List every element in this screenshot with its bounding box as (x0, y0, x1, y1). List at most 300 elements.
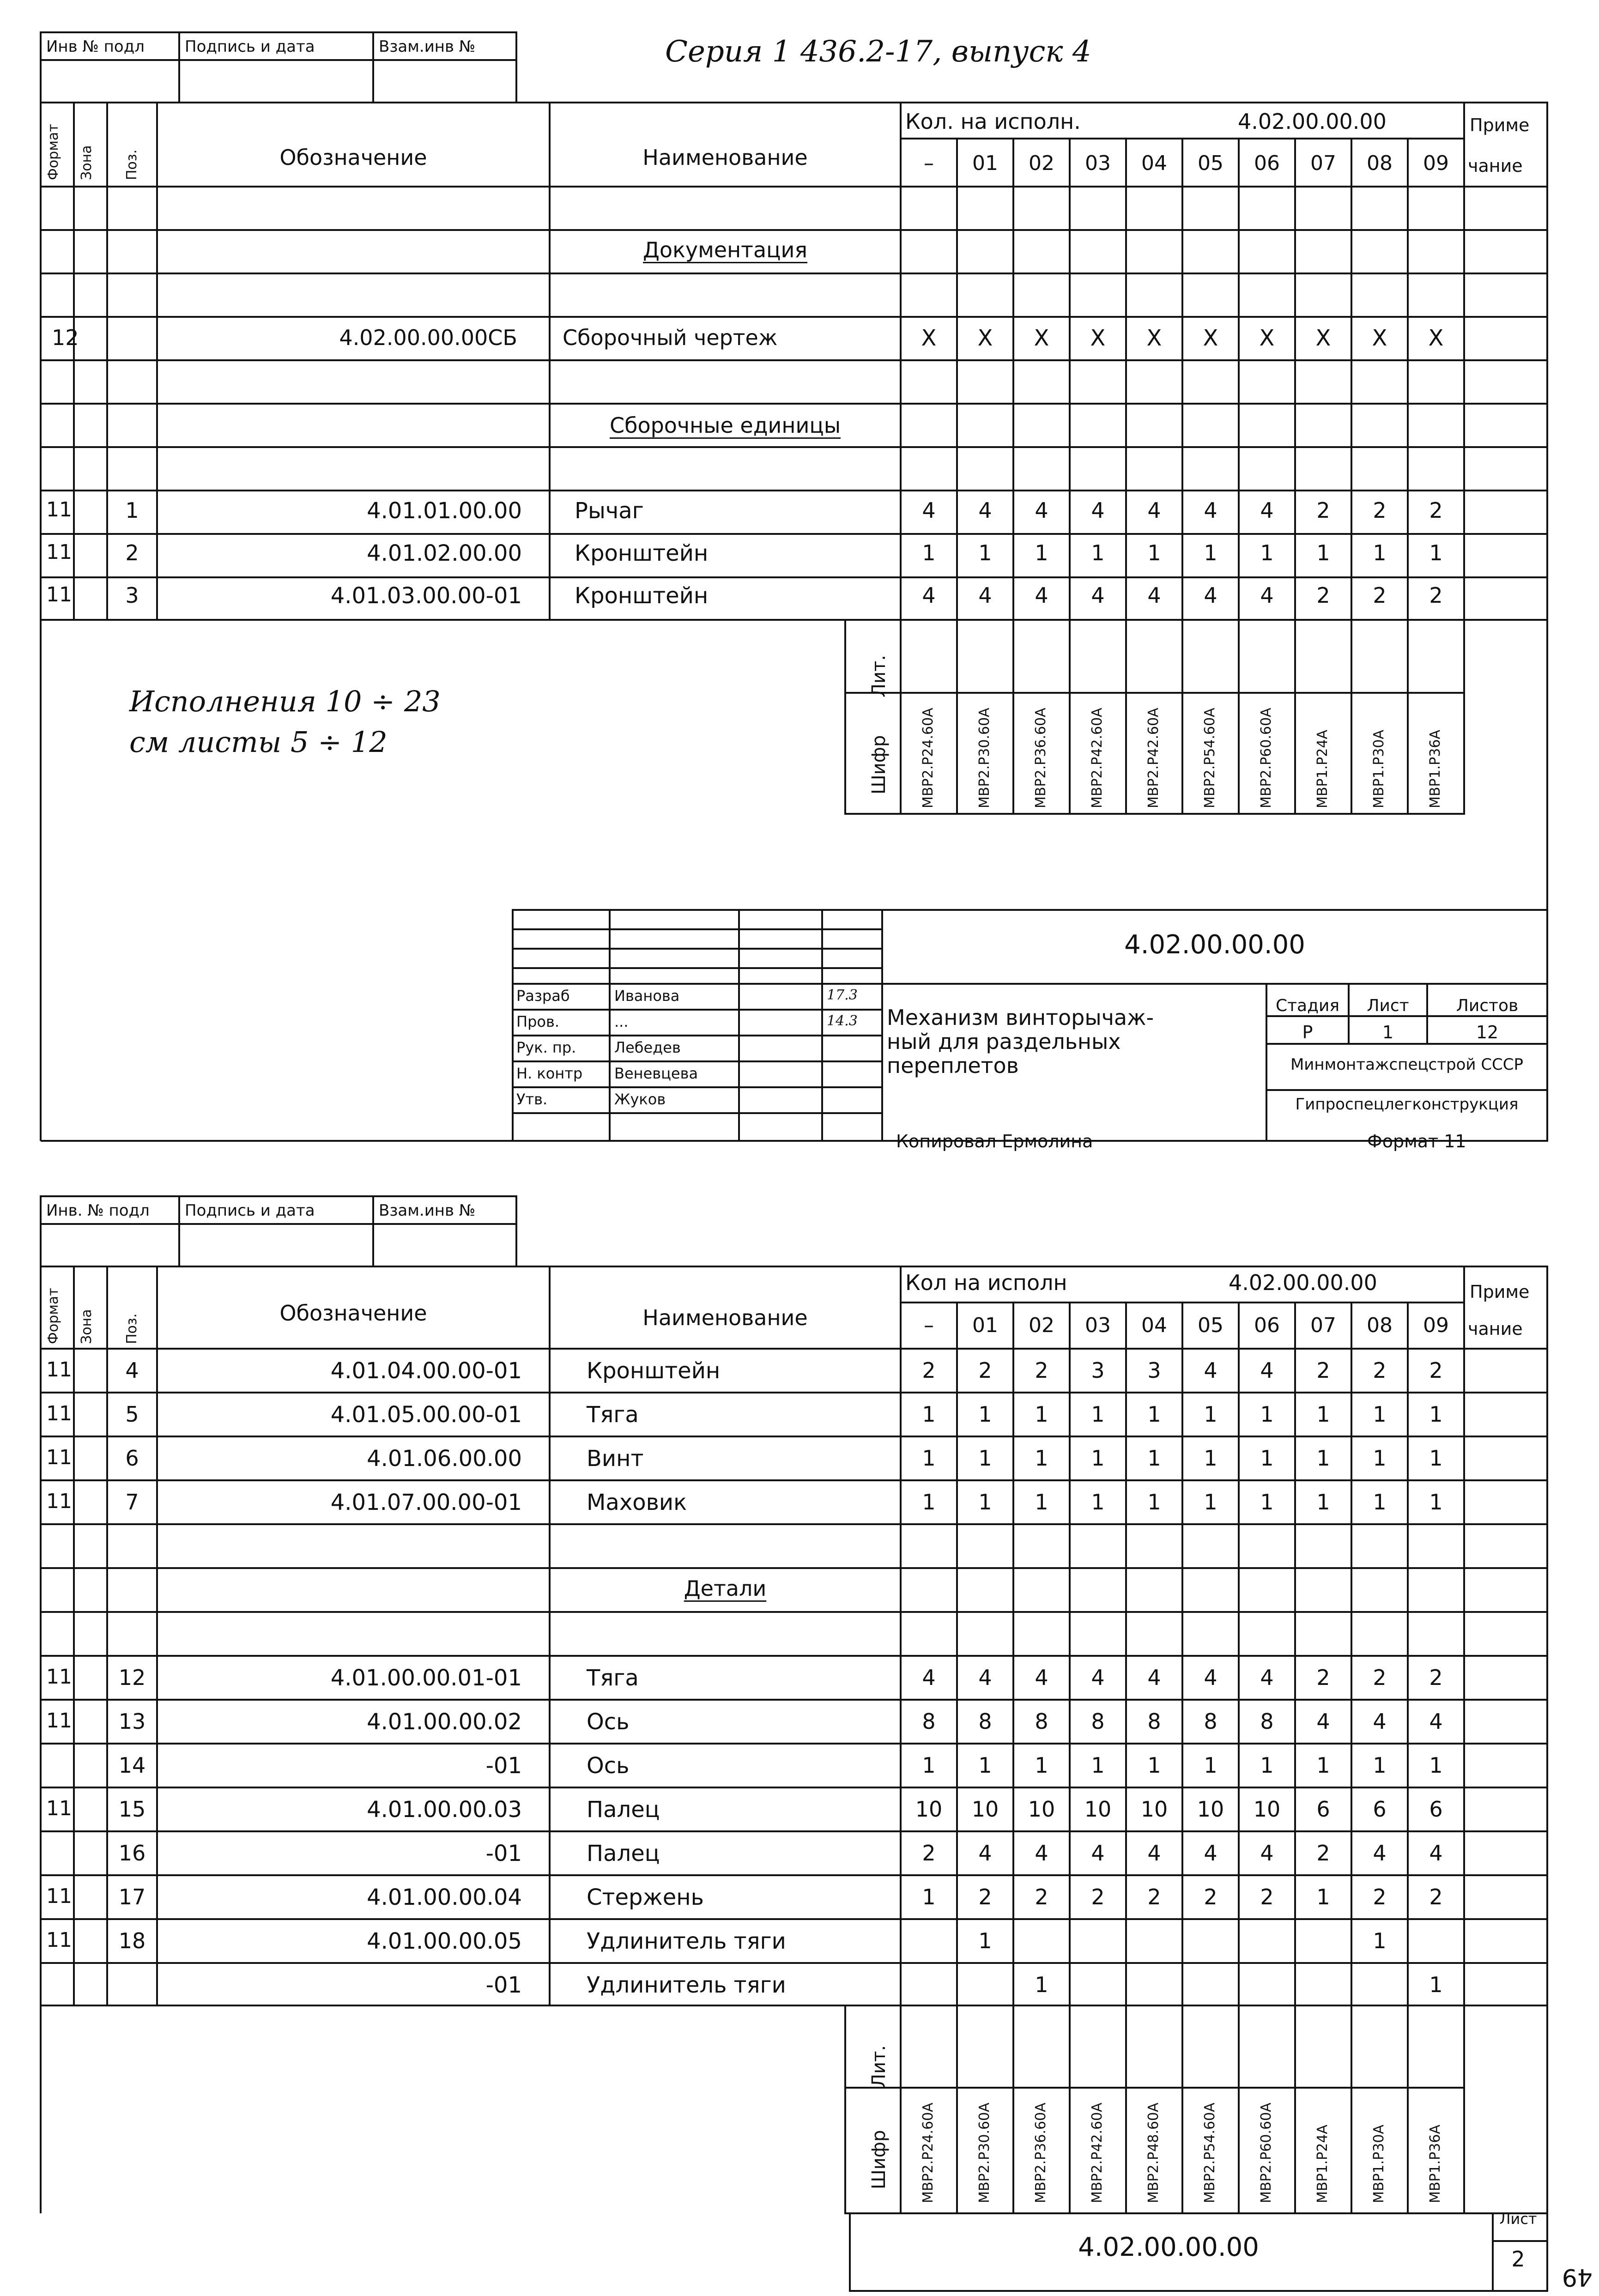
doc-designation: 4.02.00.00.00СБ (339, 325, 517, 350)
qty-cell: 1 (1316, 1490, 1330, 1515)
qty-cell: 4 (1147, 498, 1161, 523)
qty-cell: 4 (1260, 583, 1274, 608)
row-designation: 4.01.06.00.00 (367, 1446, 522, 1472)
qty-cell: 8 (1091, 1709, 1105, 1734)
qty-cell: 2 (1373, 1358, 1387, 1383)
variant-header: – (924, 151, 934, 175)
row-designation: 4.01.03.00.00-01 (330, 583, 522, 609)
qty-cell: 1 (978, 1402, 992, 1427)
cipher-value: МВР1.Р24А (1314, 730, 1331, 808)
format-label: Формат 11 (1367, 1131, 1466, 1151)
row-designation: 4.01.01.00.00 (367, 498, 522, 524)
row-pos: 13 (118, 1709, 146, 1734)
variant-header: 01 (972, 151, 998, 175)
row-format: 11 (46, 1928, 72, 1952)
row-designation: 4.01.00.00.01-01 (330, 1665, 522, 1691)
variant-header: 01 (972, 1314, 998, 1337)
qty-cell: 4 (1260, 498, 1274, 523)
qty-cell: 4 (978, 1841, 992, 1866)
qty-cell: 1 (1373, 1928, 1387, 1953)
qty-cell: 1 (1260, 1446, 1274, 1471)
cipher-value: МВР1.Р36А (1427, 730, 1443, 808)
qty-cell: 1 (1147, 1490, 1161, 1515)
qty-cell: 4 (1147, 583, 1161, 608)
qty-cell: 10 (971, 1797, 999, 1822)
qty-cell: 1 (1091, 1446, 1105, 1471)
qty-cell: 4 (1204, 1358, 1217, 1383)
qty-cell: 1 (978, 1446, 992, 1471)
qty-cell: 1 (1429, 1753, 1443, 1778)
row-name: Ось (587, 1709, 630, 1735)
qty-cell: 1 (978, 1753, 992, 1778)
qty-cell: 1 (1316, 1402, 1330, 1427)
lit2-label: Лит. (868, 2045, 890, 2088)
title-name-1: Механизм винторычаж- (887, 1005, 1154, 1030)
stage-label: Стадия (1275, 996, 1340, 1015)
stamp-podpis-data: Подпись и дата (185, 37, 315, 56)
lit-label: Лит. (868, 654, 890, 697)
col2-designation-header: Обозначение (279, 1301, 427, 1326)
qty2-code: 4.02.00.00.00 (1229, 1270, 1377, 1295)
qty-cell: 1 (1373, 1446, 1387, 1471)
qty-cell: 8 (1147, 1709, 1161, 1734)
qty-cell: 1 (1373, 1402, 1387, 1427)
qty-cell: 1 (922, 1753, 936, 1778)
qty-cell: 1 (1429, 540, 1443, 565)
row-name: Стержень (587, 1884, 704, 1910)
doc-name: Сборочный чертеж (563, 325, 778, 350)
row-designation: 4.01.07.00.00-01 (330, 1490, 522, 1515)
qty-cell: 8 (1260, 1709, 1274, 1734)
qty-cell: 8 (1204, 1709, 1217, 1734)
qty-cell: 1 (1204, 1446, 1217, 1471)
row-pos: 4 (125, 1358, 139, 1383)
title-code: 4.02.00.00.00 (1124, 930, 1305, 960)
row-pos: 7 (125, 1490, 139, 1515)
title2-code: 4.02.00.00.00 (1078, 2232, 1259, 2262)
section-parts: Детали (684, 1576, 767, 1601)
note2-header-2: чание (1468, 1319, 1523, 1339)
variant-header: 04 (1141, 151, 1167, 175)
qty-cell: 4 (1429, 1709, 1443, 1734)
col-format-header: Формат (45, 124, 61, 180)
org-2: Гипроспецлегконструкция (1295, 1095, 1519, 1114)
qty-cell: 4 (922, 583, 936, 608)
variant-header: 09 (1423, 151, 1449, 175)
row-name: Палец (587, 1841, 660, 1866)
qty-cell: 4 (1091, 583, 1105, 608)
qty-cell: 1 (1260, 1753, 1274, 1778)
cipher2-label: Шифр (868, 2130, 890, 2189)
qty-cell: 1 (922, 540, 936, 565)
qty-cell: 4 (922, 498, 936, 523)
qty-cell: 1 (1147, 540, 1161, 565)
signature-date: 17.3 (827, 987, 858, 1003)
qty-cell: 8 (978, 1709, 992, 1734)
signature-role: Пров. (516, 1013, 559, 1030)
cipher-value: МВР1.Р30А (1371, 2125, 1387, 2203)
row-pos: 2 (125, 540, 139, 565)
row-format: 11 (46, 1402, 72, 1425)
series-label: Серия 1 436.2-17, выпуск 4 (665, 35, 1091, 69)
qty-cell: 2 (1035, 1884, 1048, 1909)
stamp2-inv-podl: Инв. № подл (46, 1201, 150, 1220)
qty-cell: 4 (1260, 1841, 1274, 1866)
row-name: Маховик (587, 1490, 687, 1515)
row-name: Удлинитель тяги (587, 1972, 786, 1998)
title-name-3: переплетов (887, 1053, 1019, 1078)
qty-cell: 1 (1204, 540, 1217, 565)
col2-zone-header: Зона (79, 1309, 95, 1344)
qty-cell: 2 (978, 1358, 992, 1383)
qty2-header: Кол на исполн (905, 1270, 1067, 1295)
variant-header: 08 (1367, 1314, 1393, 1337)
qty-cell: 2 (978, 1884, 992, 1909)
qty-cell: X (1372, 325, 1387, 351)
row-pos: 12 (118, 1665, 146, 1690)
qty-cell: 1 (1260, 1402, 1274, 1427)
qty-cell: 4 (1147, 1841, 1161, 1866)
qty-cell: 1 (1373, 540, 1387, 565)
row-designation: -01 (485, 1841, 522, 1866)
row-pos: 6 (125, 1446, 139, 1471)
qty-cell: 1 (1316, 1446, 1330, 1471)
qty-cell: 4 (1204, 1665, 1217, 1690)
row-format: 11 (46, 1797, 72, 1820)
signature-role: Рук. пр. (516, 1039, 576, 1056)
qty-cell: 4 (978, 583, 992, 608)
qty-cell: X (1146, 325, 1162, 351)
variant-header: 07 (1310, 151, 1336, 175)
qty-cell: 2 (1316, 498, 1330, 523)
note-header-1: Приме (1470, 115, 1530, 135)
qty-cell: 3 (1147, 1358, 1161, 1383)
qty-cell: 1 (1091, 1753, 1105, 1778)
col-pos-header: Поз. (124, 149, 140, 180)
qty-cell: X (977, 325, 993, 351)
row-name: Винт (587, 1446, 644, 1472)
qty-cell: 2 (922, 1358, 936, 1383)
qty-cell: X (921, 325, 937, 351)
qty-cell: 4 (1147, 1665, 1161, 1690)
qty-cell: 1 (1147, 1753, 1161, 1778)
qty-cell: X (1259, 325, 1275, 351)
qty-cell: 4 (1260, 1358, 1274, 1383)
row-designation: 4.01.04.00.00-01 (330, 1358, 522, 1384)
org-1: Минмонтажспецстрой СССР (1290, 1055, 1524, 1074)
doc-format: 12 (52, 325, 79, 350)
qty-cell: 1 (922, 1490, 936, 1515)
qty-cell: 10 (1028, 1797, 1055, 1822)
row-format: 11 (46, 1709, 72, 1733)
qty-cell: 4 (1260, 1665, 1274, 1690)
col2-name-header: Наименование (642, 1305, 808, 1330)
row-designation: 4.01.05.00.00-01 (330, 1402, 522, 1428)
qty-cell: 1 (1091, 1490, 1105, 1515)
qty-cell: 4 (1429, 1841, 1443, 1866)
qty-cell: 1 (1204, 1402, 1217, 1427)
note2-header-1: Приме (1470, 1282, 1530, 1302)
variant-header: 04 (1141, 1314, 1167, 1337)
qty-cell: X (1203, 325, 1218, 351)
row-pos: 17 (118, 1884, 146, 1909)
row-name: Тяга (587, 1402, 639, 1428)
col-zone-header: Зона (79, 145, 95, 180)
signature-name: ... (614, 1013, 629, 1030)
qty-cell: 1 (978, 1928, 992, 1953)
row-format: 11 (46, 1490, 72, 1513)
qty-cell: 1 (1035, 1490, 1048, 1515)
qty-cell: 1 (1429, 1402, 1443, 1427)
qty-cell: X (1034, 325, 1049, 351)
row-name: Кронштейн (575, 583, 709, 609)
cipher-value: МВР1.Р36А (1427, 2125, 1443, 2203)
qty-cell: 4 (1316, 1709, 1330, 1734)
title-name-2: ный для раздельных (887, 1029, 1121, 1054)
page-number: 49 (1562, 2263, 1593, 2291)
qty-cell: 2 (1429, 583, 1443, 608)
qty-cell: 1 (1035, 1753, 1048, 1778)
qty-cell: 1 (1147, 1402, 1161, 1427)
qty-cell: X (1428, 325, 1444, 351)
qty-cell: 4 (1091, 1841, 1105, 1866)
qty-cell: 10 (1084, 1797, 1112, 1822)
cipher-value: МВР2.Р42.60А (1145, 708, 1162, 808)
qty-cell: 2 (1373, 583, 1387, 608)
qty-cell: 4 (1035, 1665, 1048, 1690)
row-pos: 16 (118, 1841, 146, 1866)
qty-cell: 2 (1091, 1884, 1105, 1909)
qty-cell: 10 (1253, 1797, 1281, 1822)
qty-cell: 2 (1147, 1884, 1161, 1909)
row-designation: -01 (485, 1972, 522, 1998)
qty-cell: 1 (1260, 540, 1274, 565)
qty-cell: 1 (922, 1884, 936, 1909)
row-format: 11 (46, 1665, 72, 1689)
row-format: 11 (46, 498, 72, 521)
cipher-value: МВР2.Р42.60А (1089, 2102, 1105, 2203)
qty-cell: 1 (1429, 1972, 1443, 1997)
row-name: Палец (587, 1797, 660, 1823)
cipher-value: МВР2.Р60.60А (1258, 2102, 1274, 2203)
variant-header: 08 (1367, 151, 1393, 175)
qty-cell: 1 (978, 1490, 992, 1515)
sheet2-value: 2 (1511, 2247, 1525, 2272)
row-name: Тяга (587, 1665, 639, 1691)
qty-cell: 2 (1373, 1884, 1387, 1909)
signature-name: Жуков (614, 1090, 666, 1108)
qty-cell: 1 (1373, 1490, 1387, 1515)
note-header-2: чание (1468, 156, 1523, 176)
variant-header: 07 (1310, 1314, 1336, 1337)
qty-cell: 6 (1316, 1797, 1330, 1822)
signature-role: Утв. (516, 1090, 548, 1108)
qty-cell: 2 (1035, 1358, 1048, 1383)
signature-role: Н. контр (516, 1065, 583, 1082)
col2-pos-header: Поз. (124, 1313, 140, 1344)
row-pos: 1 (125, 498, 139, 523)
row-format: 11 (46, 583, 72, 606)
qty-cell: 3 (1091, 1358, 1105, 1383)
qty-cell: 2 (1316, 1665, 1330, 1690)
qty-cell: 1 (1316, 540, 1330, 565)
variant-header: 03 (1085, 151, 1111, 175)
col-designation-header: Обозначение (279, 145, 427, 170)
row-pos: 14 (118, 1753, 146, 1778)
qty-cell: 1 (1035, 1402, 1048, 1427)
qty-cell: 1 (1429, 1490, 1443, 1515)
stamp-vzam: Взам.инв № (379, 37, 476, 56)
qty-code: 4.02.00.00.00 (1238, 109, 1387, 134)
qty-cell: 4 (1204, 1841, 1217, 1866)
section-assembly-units: Сборочные единицы (609, 413, 841, 438)
row-name: Ось (587, 1753, 630, 1779)
qty-cell: 1 (1316, 1884, 1330, 1909)
qty-cell: 6 (1429, 1797, 1443, 1822)
row-format: 11 (46, 1884, 72, 1908)
signature-name: Лебедев (614, 1039, 681, 1056)
qty-cell: 4 (1035, 498, 1048, 523)
qty-cell: 1 (922, 1446, 936, 1471)
qty-cell: 1 (1204, 1490, 1217, 1515)
stage-value: Р (1302, 1022, 1313, 1042)
qty-cell: 1 (1429, 1446, 1443, 1471)
row-name: Рычаг (575, 498, 644, 524)
qty-cell: 1 (1035, 1446, 1048, 1471)
qty-cell: 4 (1373, 1841, 1387, 1866)
cipher-value: МВР2.Р30.60А (976, 708, 993, 808)
qty-cell: 1 (1316, 1753, 1330, 1778)
stamp2-vzam: Взам.инв № (379, 1201, 476, 1220)
qty-cell: 6 (1373, 1797, 1387, 1822)
qty-cell: 2 (1260, 1884, 1274, 1909)
sheets-label: Листов (1456, 996, 1519, 1015)
qty-cell: 2 (1429, 1665, 1443, 1690)
cipher-value: МВР2.Р54.60А (1202, 708, 1218, 808)
row-format: 11 (46, 540, 72, 564)
cipher-value: МВР2.Р42.60А (1089, 708, 1105, 808)
qty-cell: 4 (978, 498, 992, 523)
qty-cell: 10 (1140, 1797, 1168, 1822)
qty-cell: 1 (1260, 1490, 1274, 1515)
qty-cell: 2 (1429, 1884, 1443, 1909)
row-designation: 4.01.00.00.04 (367, 1884, 522, 1910)
stamp-inv-podl: Инв № подл (46, 37, 145, 56)
signature-role: Разраб (516, 987, 570, 1005)
qty-cell: X (1090, 325, 1106, 351)
sheet-value: 1 (1382, 1022, 1394, 1042)
row-pos: 18 (118, 1928, 146, 1953)
variant-header: – (924, 1314, 934, 1337)
qty-cell: 2 (1429, 1358, 1443, 1383)
qty-cell: 4 (922, 1665, 936, 1690)
row-designation: -01 (485, 1753, 522, 1779)
cipher-value: МВР2.Р30.60А (976, 2102, 993, 2203)
row-pos: 3 (125, 583, 139, 608)
cipher-value: МВР2.Р36.60А (1033, 708, 1049, 808)
row-name: Кронштейн (575, 540, 709, 566)
qty-cell: 1 (1035, 1972, 1048, 1997)
variant-header: 02 (1029, 151, 1054, 175)
signature-name: Иванова (614, 987, 680, 1005)
qty-cell: 2 (1316, 1841, 1330, 1866)
signature-date: 14.3 (827, 1013, 858, 1029)
qty-cell: 2 (1373, 1665, 1387, 1690)
qty-cell: 4 (978, 1665, 992, 1690)
row-format: 11 (46, 1446, 72, 1469)
qty-cell: X (1315, 325, 1331, 351)
sheet-label: Лист (1367, 996, 1409, 1015)
qty-cell: 1 (1091, 1402, 1105, 1427)
stamp2-podpis-data: Подпись и дата (185, 1201, 315, 1220)
row-pos: 15 (118, 1797, 146, 1822)
qty-cell: 4 (1035, 583, 1048, 608)
cipher-value: МВР2.Р24.60А (920, 2102, 936, 2203)
qty-cell: 2 (1429, 498, 1443, 523)
row-name: Кронштейн (587, 1358, 721, 1384)
variant-header: 05 (1198, 1314, 1223, 1337)
qty-cell: 10 (1197, 1797, 1224, 1822)
row-format: 11 (46, 1358, 72, 1381)
qty-cell: 4 (1204, 498, 1217, 523)
sheets-value: 12 (1476, 1022, 1499, 1042)
col2-format-header: Формат (45, 1288, 61, 1344)
signature-name: Веневцева (614, 1065, 698, 1082)
col-name-header: Наименование (642, 145, 808, 170)
cipher-value: МВР1.Р24А (1314, 2125, 1331, 2203)
variant-header: 09 (1423, 1314, 1449, 1337)
cipher-value: МВР2.Р54.60А (1202, 2102, 1218, 2203)
qty-cell: 2 (1316, 1358, 1330, 1383)
copied-by: Копировал Ермолина (896, 1131, 1093, 1151)
section-documentation: Документация (642, 237, 808, 262)
handwritten-note-2: см листы 5 ÷ 12 (129, 725, 388, 759)
qty-cell: 1 (922, 1402, 936, 1427)
qty-cell: 4 (1373, 1709, 1387, 1734)
row-designation: 4.01.00.00.02 (367, 1709, 522, 1735)
cipher-value: МВР2.Р36.60А (1033, 2102, 1049, 2203)
qty-cell: 4 (1091, 1665, 1105, 1690)
qty-cell: 4 (1035, 1841, 1048, 1866)
cipher-value: МВР2.Р48.60А (1145, 2102, 1162, 2203)
qty-cell: 1 (1091, 540, 1105, 565)
qty-cell: 1 (1147, 1446, 1161, 1471)
row-designation: 4.01.00.00.05 (367, 1928, 522, 1954)
qty-cell: 2 (1316, 583, 1330, 608)
variant-header: 03 (1085, 1314, 1111, 1337)
qty-cell: 1 (1204, 1753, 1217, 1778)
qty-cell: 2 (922, 1841, 936, 1866)
qty-cell: 1 (1035, 540, 1048, 565)
cipher-value: МВР2.Р24.60А (920, 708, 936, 808)
qty-cell: 2 (1204, 1884, 1217, 1909)
sheet2-label: Лист (1499, 2210, 1537, 2228)
cipher-value: МВР1.Р30А (1371, 730, 1387, 808)
variant-header: 06 (1254, 1314, 1280, 1337)
qty-cell: 8 (922, 1709, 936, 1734)
qty-header: Кол. на исполн. (905, 109, 1081, 134)
handwritten-note-1: Исполнения 10 ÷ 23 (129, 685, 441, 718)
qty-cell: 10 (915, 1797, 943, 1822)
variant-header: 05 (1198, 151, 1223, 175)
qty-cell: 4 (1204, 583, 1217, 608)
row-designation: 4.01.00.00.03 (367, 1797, 522, 1823)
variant-header: 06 (1254, 151, 1280, 175)
row-designation: 4.01.02.00.00 (367, 540, 522, 566)
qty-cell: 2 (1373, 498, 1387, 523)
qty-cell: 8 (1035, 1709, 1048, 1734)
row-pos: 5 (125, 1402, 139, 1427)
